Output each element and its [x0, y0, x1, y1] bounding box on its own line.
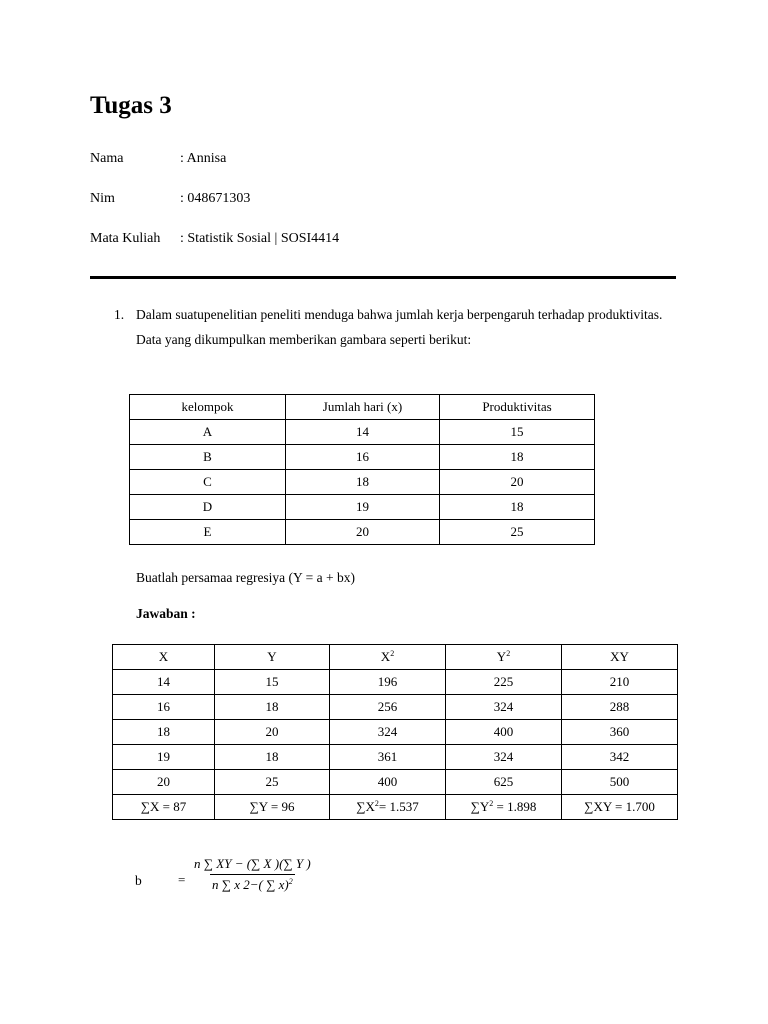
- table-header-row: [130, 395, 595, 420]
- table-row: [130, 445, 595, 470]
- table-row: [130, 420, 595, 445]
- table-cell: 400: [330, 770, 446, 795]
- table-cell: 15: [215, 670, 330, 695]
- table-cell: A: [130, 420, 286, 445]
- table-cell: E: [130, 520, 286, 545]
- totals-row: [113, 795, 678, 820]
- info-label-nim: Nim: [90, 191, 115, 206]
- table-row: [113, 745, 678, 770]
- table-row: [113, 770, 678, 795]
- table-cell: 18: [286, 470, 440, 495]
- table-cell: 18: [215, 745, 330, 770]
- column-header-y-squared: $Y^2$: [446, 645, 562, 670]
- formula-equals: =: [178, 872, 186, 887]
- table-cell: 19: [113, 745, 215, 770]
- table-cell: 324: [330, 720, 446, 745]
- table-cell: D: [130, 495, 286, 520]
- info-value-mata-kuliah: : Statistik Sosial | SOSI4414: [180, 231, 340, 246]
- column-header-x: X: [113, 645, 215, 670]
- formula-numerator: n ∑ XY − (∑ X )(∑ Y ): [194, 856, 311, 871]
- table-cell: 20: [286, 520, 440, 545]
- answer-label: Jawaban :: [136, 606, 196, 621]
- table-row: [130, 495, 595, 520]
- question-text-line-2: Data yang dikumpulkan memberikan gambara seperti berikut:: [136, 332, 472, 347]
- table-row: [130, 470, 595, 495]
- formula-denominator: n ∑ x 2−( ∑ x)$^2$: [210, 874, 295, 893]
- table-cell: 324: [446, 695, 562, 720]
- horizontal-divider: [90, 276, 676, 279]
- column-header-y: Y: [215, 645, 330, 670]
- table-cell: 14: [286, 420, 440, 445]
- table-cell: 16: [113, 695, 215, 720]
- column-header: Jumlah hari (x): [286, 395, 440, 420]
- total-sum-y: ∑Y = 96: [215, 795, 330, 820]
- question-text-line-1: Dalam suatupenelitian peneliti menduga bahwa jumlah kerja berpengaruh terhadap produktivitas.: [136, 307, 663, 322]
- table-cell: 18: [215, 695, 330, 720]
- total-sum-xy: ∑XY = 1.700: [562, 795, 678, 820]
- table-cell: 25: [215, 770, 330, 795]
- info-label-nama: Nama: [90, 151, 124, 166]
- formula-label: b: [135, 873, 142, 888]
- info-label-mata-kuliah: Mata Kuliah: [90, 231, 161, 246]
- column-header-x-squared: $X^2$: [330, 645, 446, 670]
- table-cell: 256: [330, 695, 446, 720]
- data-table: [129, 394, 595, 545]
- table-row: [113, 695, 678, 720]
- column-header: kelompok: [130, 395, 286, 420]
- info-value-nama: : Annisa: [180, 151, 227, 166]
- table-cell: 20: [215, 720, 330, 745]
- total-sum-y-squared: $\sum Y^2 = 1.898$: [446, 795, 562, 820]
- table-cell: C: [130, 470, 286, 495]
- table-cell: 18: [440, 445, 595, 470]
- table-header-row: [113, 645, 678, 670]
- table-cell: 361: [330, 745, 446, 770]
- table-cell: 324: [446, 745, 562, 770]
- info-value-nim: : 048671303: [180, 191, 251, 206]
- calculation-table: [112, 644, 678, 820]
- table-cell: 20: [440, 470, 595, 495]
- table-cell: 196: [330, 670, 446, 695]
- question-number: 1.: [114, 307, 125, 322]
- total-sum-x: ∑X = 87: [113, 795, 215, 820]
- table-cell: 14: [113, 670, 215, 695]
- table-cell: 360: [562, 720, 678, 745]
- table-cell: 342: [562, 745, 678, 770]
- table-cell: 400: [446, 720, 562, 745]
- table-row: [113, 720, 678, 745]
- table-row: [113, 670, 678, 695]
- table-cell: 500: [562, 770, 678, 795]
- table-cell: 18: [113, 720, 215, 745]
- table-cell: B: [130, 445, 286, 470]
- table-cell: 15: [440, 420, 595, 445]
- formula-fraction: [192, 856, 313, 893]
- column-header-xy: XY: [562, 645, 678, 670]
- table-cell: 25: [440, 520, 595, 545]
- column-header: Produktivitas: [440, 395, 595, 420]
- table-cell: 18: [440, 495, 595, 520]
- table-cell: 625: [446, 770, 562, 795]
- table-cell: 288: [562, 695, 678, 720]
- page-title: Tugas 3: [90, 92, 172, 119]
- table-cell: 20: [113, 770, 215, 795]
- total-sum-x-squared: $\sum X^2= 1.537$: [330, 795, 446, 820]
- table-cell: 16: [286, 445, 440, 470]
- table-cell: 210: [562, 670, 678, 695]
- table-cell: 19: [286, 495, 440, 520]
- table-cell: 225: [446, 670, 562, 695]
- table-row: [130, 520, 595, 545]
- instruction-text: Buatlah persamaa regresiya (Y = a + bx): [136, 570, 356, 585]
